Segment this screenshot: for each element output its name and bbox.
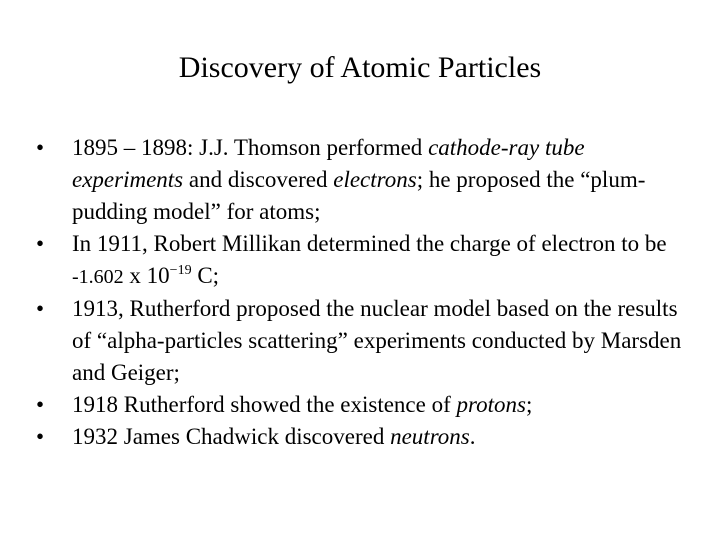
bullet-text: 1895 – 1898: J.J. Thomson performed: [72, 135, 429, 160]
bullet-rutherford-protons: [28, 389, 698, 421]
bullet-emphasis: cathode-ray tube experiments: [72, 135, 585, 192]
bullet-dot-icon: •: [35, 231, 45, 256]
bullet-text: In 1911, Robert Millikan determined the charge of electron to be: [72, 231, 667, 256]
bullet-dot-icon: •: [35, 296, 45, 321]
bullet-dot-icon: •: [35, 424, 45, 449]
bullet-text: and discovered: [183, 167, 334, 192]
bullet-text: x 10: [123, 263, 170, 288]
bullet-list: [28, 132, 698, 453]
charge-value: -1.602: [72, 266, 124, 288]
bullet-emphasis: protons: [456, 392, 526, 417]
bullet-millikan: [28, 228, 698, 293]
bullet-text: ; he proposed the “plum-pudding model” for atoms;: [72, 167, 646, 224]
bullet-text: 1918 Rutherford showed the existence of: [72, 392, 457, 417]
bullet-text: .: [469, 424, 476, 449]
bullet-chadwick: [28, 421, 698, 453]
charge-exponent: −19: [169, 263, 192, 278]
bullet-text: C;: [191, 263, 220, 288]
bullet-thomson: [28, 132, 698, 228]
slide-title: Discovery of Atomic Particles: [178, 51, 542, 84]
bullet-dot-icon: •: [35, 135, 45, 160]
bullet-emphasis: electrons: [333, 167, 417, 192]
bullet-emphasis: neutrons: [390, 424, 470, 449]
bullet-text: 1913, Rutherford proposed the nuclear model based on the results of “alpha-particles scattering” experiments conducted by Marsden and Geiger;: [72, 296, 682, 385]
bullet-dot-icon: •: [35, 392, 45, 417]
bullet-text: 1932 James Chadwick discovered: [72, 424, 391, 449]
bullet-rutherford-nuclear: [28, 293, 698, 389]
bullet-text: ;: [525, 392, 533, 417]
